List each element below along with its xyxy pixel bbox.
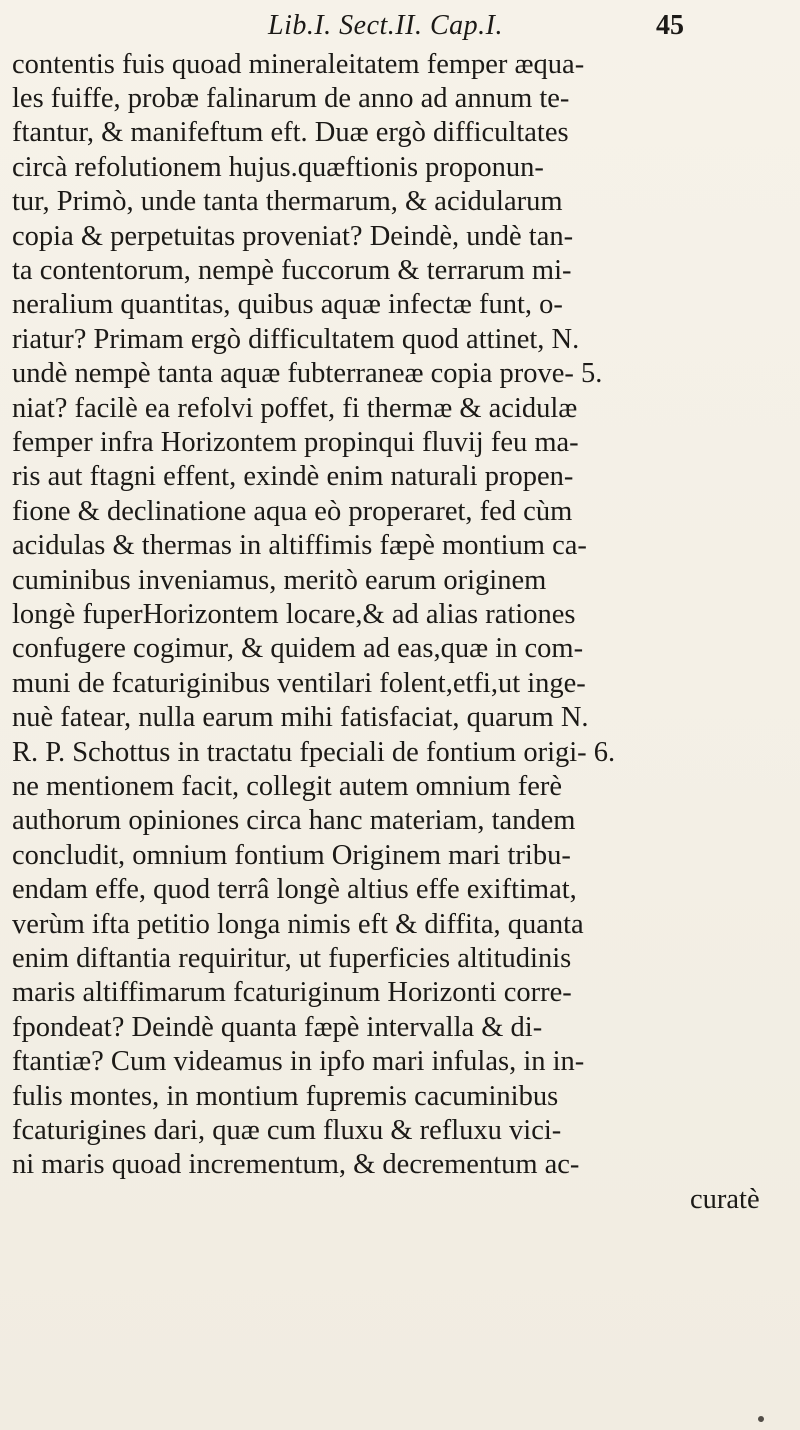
text-line: ne mentionem facit, collegit autem omnium ferè — [12, 771, 563, 802]
text-line: les fuiffe, probæ falinarum de anno ad annum te- — [12, 83, 570, 114]
text-line: concludit, omnium fontium Originem mari tribu- — [12, 840, 571, 871]
text-line: fpondeat? Deindè quanta fæpè intervalla & di- — [12, 1012, 543, 1043]
text-line: ftantur, & manifeftum eft. Duæ ergò difficultates — [12, 117, 569, 148]
text-line: nuè fatear, nulla earum mihi fatisfaciat, quarum N. — [12, 702, 589, 733]
text-line: ftantiæ? Cum videamus in ipfo mari infulas, in in- — [12, 1046, 585, 1077]
text-line: ta contentorum, nempè fuccorum & terrarum mi- — [12, 255, 572, 286]
text-line: authorum opiniones circa hanc materiam, tandem — [12, 805, 576, 836]
text-line: ni maris quoad incrementum, & decrementum ac- — [12, 1149, 580, 1180]
text-line: femper infra Horizontem propinqui fluvij feu ma- — [12, 427, 579, 458]
text-line: endam effe, quod terrâ longè altius effe exiftimat, — [12, 874, 577, 905]
text-line: niat? facilè ea refolvi poffet, fi thermæ & acidulæ — [12, 393, 578, 424]
text-line: verùm ifta petitio longa nimis eft & diffita, quanta — [12, 909, 584, 940]
text-line: longè fuperHorizontem locare,& ad alias rationes — [12, 599, 576, 630]
text-line: fione & declinatione aqua eò properaret, fed cùm — [12, 496, 573, 527]
text-line: contentis fuis quoad mineraleitatem femper æqua- — [12, 49, 585, 80]
text-line: ris aut ftagni effent, exindè enim naturali propen- — [12, 461, 574, 492]
text-line: R. P. Schottus in tractatu fpeciali de fontium origi- 6. — [12, 737, 616, 768]
text-line: tur, Primò, unde tanta thermarum, & acidularum — [12, 186, 563, 217]
text-line: fcaturigines dari, quæ cum fluxu & refluxu vici- — [12, 1115, 562, 1146]
text-line: acidulas & thermas in altiffimis fæpè montium ca- — [12, 530, 587, 561]
ink-spot — [758, 1416, 764, 1422]
catchword: curatè — [690, 1184, 760, 1215]
text-line: copia & perpetuitas proveniat? Deindè, undè tan- — [12, 221, 574, 252]
text-line: enim diftantia requiritur, ut fuperficies altitudinis — [12, 943, 572, 974]
text-line: muni de fcaturiginibus ventilari folent,etfi,ut inge- — [12, 668, 586, 699]
page-number: 45 — [656, 10, 684, 41]
text-line: circà refolutionem hujus.quæftionis proponun- — [12, 152, 544, 183]
page-header — [0, 6, 800, 46]
text-line: riatur? Primam ergò difficultatem quod attinet, N. — [12, 324, 580, 355]
text-line: undè nempè tanta aquæ fubterraneæ copia prove- 5. — [12, 358, 603, 389]
text-line: fulis montes, in montium fupremis cacuminibus — [12, 1081, 559, 1112]
text-line: confugere cogimur, & quidem ad eas,quæ in com- — [12, 633, 584, 664]
text-line: neralium quantitas, quibus aquæ infectæ funt, o- — [12, 289, 563, 320]
running-head: Lib.I. Sect.II. Cap.I. — [268, 10, 503, 41]
text-line: cuminibus inveniamus, meritò earum originem — [12, 565, 547, 596]
text-line: maris altiffimarum fcaturiginum Horizonti corre- — [12, 977, 572, 1008]
